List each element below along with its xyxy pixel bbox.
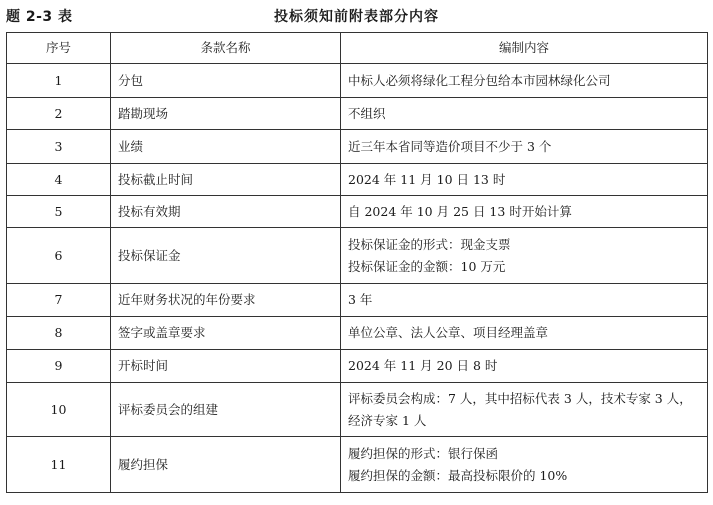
- row-content: [341, 350, 708, 383]
- info-table: [6, 32, 708, 493]
- row-number: 8: [7, 317, 111, 350]
- row-content-line: 履约担保的形式：银行保函: [348, 445, 499, 461]
- row-content-line: 履约担保的金额：最高投标限价的 10%: [348, 467, 568, 483]
- row-content: 评标委员会构成：7 人，其中招标代表 3 人，技术专家 3 人，经济专家 1 人: [341, 383, 708, 437]
- row-clause-name: 投标有效期: [111, 196, 341, 228]
- table-row: [7, 317, 708, 350]
- row-number: 1: [7, 64, 111, 98]
- row-number: 5: [7, 196, 111, 228]
- row-clause-name: 履约担保: [111, 437, 341, 493]
- row-number: 10: [7, 383, 111, 437]
- row-clause-name: 投标截止时间: [111, 164, 341, 196]
- row-clause-name: 踏勘现场: [111, 98, 341, 130]
- row-clause-name: 投标保证金: [111, 228, 341, 284]
- row-number: 2: [7, 98, 111, 130]
- row-number: 3: [7, 130, 111, 164]
- row-content-line: 投标保证金的形式：现金支票: [348, 236, 511, 252]
- table-row: [7, 130, 708, 164]
- row-clause-name: 业绩: [111, 130, 341, 164]
- table-row: [7, 228, 708, 284]
- row-content: [341, 317, 708, 350]
- row-content: [341, 228, 708, 284]
- row-content: [341, 196, 708, 228]
- row-clause-name: 评标委员会的组建: [111, 383, 341, 437]
- row-content-line: 投标保证金的金额：10 万元: [348, 258, 506, 274]
- table-row: [7, 164, 708, 196]
- table-row: [7, 437, 708, 493]
- row-content-line: 2024 年 11 月 10 日 13 时: [348, 171, 506, 187]
- row-content: [341, 130, 708, 164]
- table-number-label: 题 2-3 表: [6, 9, 73, 25]
- row-number: 6: [7, 228, 111, 284]
- row-content-line: 3 年: [348, 292, 373, 307]
- table-row: [7, 350, 708, 383]
- row-content-line: 2024 年 11 月 20 日 8 时: [348, 358, 498, 373]
- table-row: [7, 64, 708, 98]
- row-clause-name: 近年财务状况的年份要求: [111, 284, 341, 317]
- row-content: [341, 284, 708, 317]
- table-row: [7, 383, 708, 437]
- row-number: 4: [7, 164, 111, 196]
- row-content: [341, 98, 708, 130]
- row-content-line: 单位公章、法人公章、项目经理盖章: [348, 325, 549, 340]
- table-row: [7, 196, 708, 228]
- table-header-row: [7, 33, 708, 64]
- row-content-line: 不组织: [348, 105, 386, 121]
- row-number: 11: [7, 437, 111, 493]
- row-content: [341, 437, 708, 493]
- row-content-line: 近三年本省同等造价项目不少于 3 个: [348, 138, 552, 154]
- header-clause-name: 条款名称: [111, 33, 341, 64]
- header-content: 编制内容: [341, 33, 708, 64]
- row-content-line: 自 2024 年 10 月 25 日 13 时开始计算: [348, 203, 572, 219]
- row-number: 9: [7, 350, 111, 383]
- row-clause-name: 分包: [111, 64, 341, 98]
- row-clause-name: 签字或盖章要求: [111, 317, 341, 350]
- row-content: [341, 164, 708, 196]
- table-row: [7, 284, 708, 317]
- row-content-line: 中标人必须将绿化工程分包给本市园林绿化公司: [348, 72, 611, 88]
- row-content: [341, 64, 708, 98]
- row-number: 7: [7, 284, 111, 317]
- row-clause-name: 开标时间: [111, 350, 341, 383]
- caption-bar: [0, 0, 713, 32]
- table-title: 投标须知前附表部分内容: [274, 9, 439, 25]
- table-row: [7, 98, 708, 130]
- header-serial-number: 序号: [7, 33, 111, 64]
